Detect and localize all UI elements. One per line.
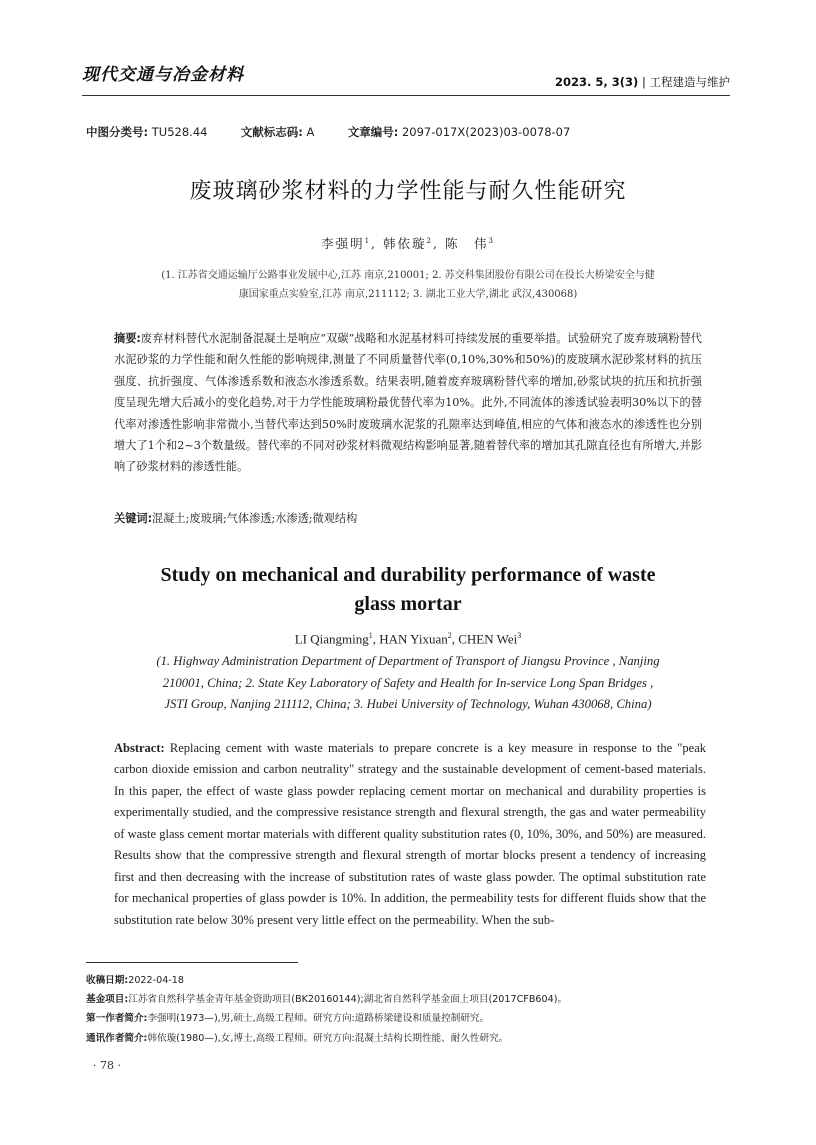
author-name: 李强明	[321, 236, 365, 251]
keywords-chinese	[114, 510, 702, 526]
footnote-fund	[86, 990, 567, 1009]
author-name: 陈 伟	[444, 236, 489, 251]
footnote-value: 江苏省自然科学基金青年基金资助项目(BK20160144);湖北省自然科学基金面上项目(2017CFB604)。	[128, 994, 568, 1006]
affiliations-chinese	[110, 266, 706, 304]
authors-english: LI Qiangming$^1$, HAN Yixuan$^2$, CHEN Wei$^3$	[294, 631, 522, 647]
issue-number: 2023. 5, 3(3)	[555, 75, 639, 89]
author-sup: 1	[364, 236, 372, 245]
footnote-label: 收稿日期:	[86, 975, 129, 986]
author-sup: 2	[447, 631, 452, 640]
footnote-label: 基金项目:	[86, 994, 129, 1006]
footnote-divider	[86, 962, 298, 963]
column-name: 工程建造与维护	[649, 75, 730, 89]
author-name: HAN Yixuan	[379, 631, 448, 647]
doc-code-value: A	[306, 125, 315, 139]
footnotes	[86, 971, 567, 1048]
footnote-value: 2022-04-18	[128, 975, 184, 986]
abstract-chinese	[114, 328, 702, 478]
clc-label: 中图分类号:	[86, 125, 149, 139]
author-name: 韩依璇	[383, 236, 427, 251]
title-line: Study on mechanical and durability performance of waste	[160, 564, 656, 586]
doc-code-label: 文献标志码:	[240, 125, 303, 139]
author-sup: 3	[488, 236, 495, 245]
affiliation-line: (1. Highway Administration Department of Department of Transport of Jiangsu Province , Nanjing	[156, 654, 660, 668]
abstract-label: 摘要:	[114, 332, 141, 345]
affiliation-line: JSTI Group, Nanjing 211112, China; 3. Hubei University of Technology, Wuhan 430068, China)	[164, 697, 652, 711]
header-separator: |	[641, 75, 646, 89]
author-name: LI Qiangming	[294, 631, 369, 647]
journal-logo: 现代交通与冶金材料	[82, 65, 244, 85]
footnote-label: 第一作者简介:	[86, 1013, 148, 1025]
footnote-value: 韩依璇(1980—),女,博士,高级工程师。研究方向:混凝土结构长期性能、耐久性研究。	[147, 1032, 509, 1044]
author-sup: 3	[517, 631, 522, 640]
footnote-received	[86, 971, 567, 990]
affiliation-line: 康国家重点实验室,江苏 南京,211112; 3. 湖北工业大学,湖北 武汉,430068)	[238, 289, 578, 300]
abstract-label: Abstract:	[114, 741, 165, 755]
article-no-value: 2097-017X(2023)03-0078-07	[401, 125, 571, 139]
keywords-text: 混凝土;废玻璃;气体渗透;水渗透;微观结构	[152, 512, 358, 525]
abstract-english	[114, 738, 706, 931]
title-english	[120, 561, 696, 619]
header-divider	[82, 95, 730, 96]
title-chinese: 废玻璃砂浆材料的力学性能与耐久性能研究	[189, 179, 627, 204]
authors-chinese: 李强明$^1$, 韩依璇$^2$, 陈 伟$^3$	[321, 236, 495, 251]
author-name: CHEN Wei	[458, 631, 518, 647]
footnote-value: 李强明(1973—),男,硕士,高级工程师。研究方向:道路桥梁建设和质量控制研究。	[147, 1013, 490, 1025]
keywords-label: 关键词:	[114, 512, 153, 525]
clc-value: TU528.44	[151, 125, 208, 139]
abstract-text: Replacing cement with waste materials to prepare concrete is a key measure in response to the "peak carbon dioxide emission and carbon neutrality" strategy and the sustainable development of cement-based materials. In this paper, the effect of waste glass powder replacing cement mortar on mechanical and durability properties is experimentally studied, and the compressive resistance strength and flexural strength, the gas and water permeability of waste glass cement mortar materials with different quality substitution rates (0, 10%, 30%, and 50%) are measured. Results show that the compressive strength and flexural strength of mortar blocks present a tendency of increasing first and then decreasing with the increase of substitution rates of waste glass powder. The optimal substitution rate for mechanical properties of glass powder is 10%. In addition, the permeability tests for different fluids show that the substitution rate below 30% present very little effect on the permeability. When the sub-	[114, 741, 707, 927]
article-no-label: 文章编号:	[347, 125, 399, 139]
affiliation-line: 210001, China; 2. State Key Laboratory of Safety and Health for In-service Long Span Bridges ,	[162, 675, 654, 690]
footnote-corresponding-author	[86, 1029, 567, 1048]
affiliation-line: (1. 江苏省交通运输厅公路事业发展中心,江苏 南京,210001; 2. 苏交科集团股份有限公司在役长大桥梁安全与健	[161, 270, 655, 281]
abstract-text: 废弃材料替代水泥制备混凝土是响应“双碳”战略和水泥基材料可持续发展的重要举措。试验研究了废弃玻璃粉替代水泥砂浆的力学性能和耐久性能的影响规律,测量了不同质量替代率(0,10%,30%和50%)的废玻璃水泥砂浆材料的抗压强度、抗折强度、气体渗透系数和液态水渗透系数。结果表明,随着废弃玻璃粉替代率的增加,砂浆试块的抗压和抗折强度呈现先增大后减小的变化趋势,对于力学性能玻璃粉最优替代率为10%。此外,不同流体的渗透试验表明30%以下的替代率对渗透性影响非常微小,当替代率达到50%时废玻璃水泥浆的孔隙率达到峰值,相应的气体和液态水的渗透性也分别增大了1个和2~3个数量级。替代率的不同对砂浆材料微观结构影响显著,随着替代率的增加其孔隙直径也有所增大,并影响了砂浆材料的渗透性能。	[114, 332, 702, 474]
title-line: glass mortar	[354, 593, 462, 615]
author-sup: 2	[426, 236, 433, 245]
page-number: · 78 ·	[93, 1059, 121, 1072]
affiliations-english	[106, 651, 710, 716]
footnote-label: 通讯作者简介:	[86, 1032, 148, 1044]
author-sup: 1	[368, 631, 373, 640]
classification-line	[86, 124, 570, 140]
footnote-first-author	[86, 1009, 567, 1028]
issue-info	[555, 74, 730, 90]
